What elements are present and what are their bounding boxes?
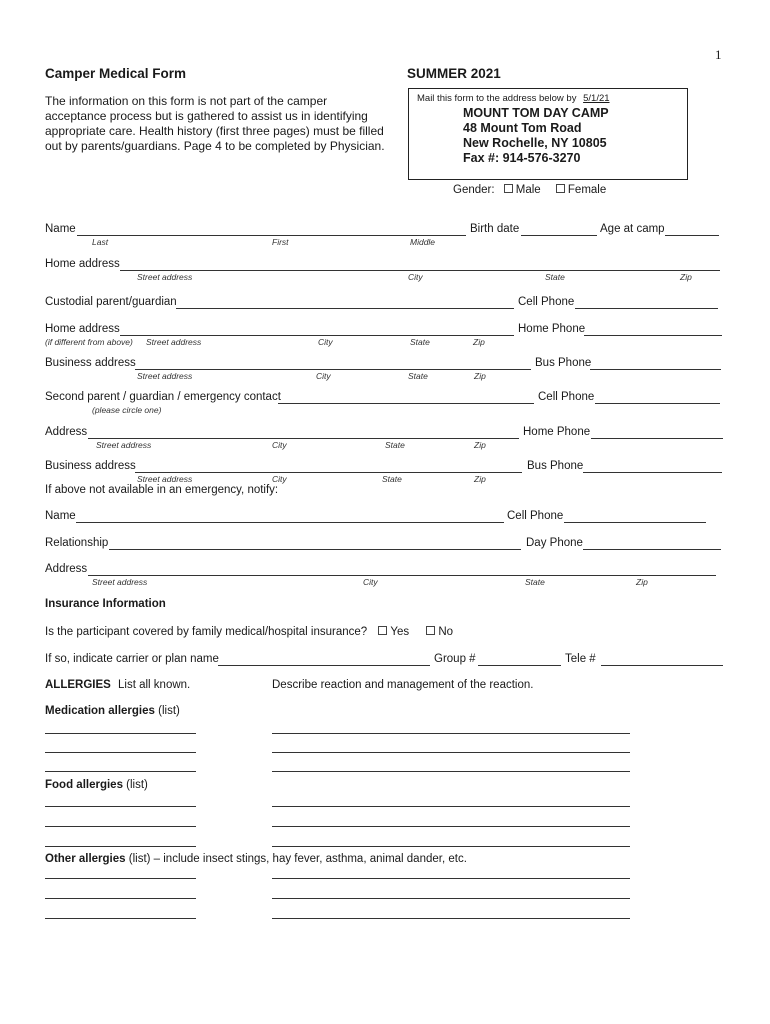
state-hint: State xyxy=(525,577,545,587)
medication-allergies-label: Medication allergies xyxy=(45,705,155,717)
bus-phone-2-label: Bus Phone xyxy=(527,460,584,472)
age-at-camp-input[interactable] xyxy=(665,235,719,236)
other-allergy-input[interactable] xyxy=(45,918,196,919)
last-name-hint: Last xyxy=(92,237,109,247)
if-different-hint: (if different from above) xyxy=(45,337,133,347)
other-reaction-input[interactable] xyxy=(272,898,630,899)
food-allergies-label-row xyxy=(45,779,148,791)
medication-reaction-input[interactable] xyxy=(272,752,630,753)
food-allergy-input[interactable] xyxy=(45,846,196,847)
city-hint: City xyxy=(318,337,333,347)
emergency-cell-input[interactable] xyxy=(564,522,706,523)
group-label: Group # xyxy=(434,653,476,665)
circle-one-hint: (please circle one) xyxy=(92,405,162,415)
gender-female-checkbox[interactable] xyxy=(556,184,565,193)
age-at-camp-label: Age at camp xyxy=(600,223,665,235)
food-list-hint: (list) xyxy=(126,779,148,791)
food-allergies-label: Food allergies xyxy=(45,779,123,791)
season-label: SUMMER 2021 xyxy=(407,66,501,81)
city-hint: City xyxy=(272,440,287,450)
address-input[interactable] xyxy=(88,438,519,439)
emergency-name-input[interactable] xyxy=(76,522,504,523)
home-phone-label: Home Phone xyxy=(518,323,586,335)
name-label: Name xyxy=(45,223,76,235)
food-allergy-input[interactable] xyxy=(45,826,196,827)
home-phone-input[interactable] xyxy=(584,335,722,336)
state-hint: State xyxy=(382,474,402,484)
tele-label: Tele # xyxy=(565,653,596,665)
insurance-yes-label: Yes xyxy=(390,626,410,638)
gender-male-label: Male xyxy=(515,184,541,196)
city-hint: City xyxy=(316,371,331,381)
mail-note xyxy=(417,93,610,104)
other-allergy-input[interactable] xyxy=(45,898,196,899)
gender-male-checkbox[interactable] xyxy=(504,184,513,193)
first-name-hint: First xyxy=(272,237,289,247)
zip-hint: Zip xyxy=(474,474,486,484)
city-hint: City xyxy=(363,577,378,587)
day-phone-label: Day Phone xyxy=(526,537,583,549)
street-address-hint: Street address xyxy=(137,371,193,381)
business-address-2-input[interactable] xyxy=(135,472,522,473)
carrier-label: If so, indicate carrier or plan name xyxy=(45,653,219,665)
business-address-input[interactable] xyxy=(135,369,531,370)
allergies-describe: Describe reaction and management of the reaction. xyxy=(272,679,534,691)
city-hint: City xyxy=(272,474,287,484)
home-address-2-input[interactable] xyxy=(120,335,514,336)
street-address-hint: Street address xyxy=(137,474,193,484)
emergency-notify-note: If above not available in an emergency, notify: xyxy=(45,484,279,496)
relationship-label: Relationship xyxy=(45,537,109,549)
insurance-heading: Insurance Information xyxy=(45,598,166,610)
middle-name-hint: Middle xyxy=(410,237,436,247)
birth-date-input[interactable] xyxy=(521,235,597,236)
zip-hint: Zip xyxy=(636,577,648,587)
medication-allergy-input[interactable] xyxy=(45,752,196,753)
zip-hint: Zip xyxy=(680,272,692,282)
emergency-name-label: Name xyxy=(45,510,76,522)
food-reaction-input[interactable] xyxy=(272,846,630,847)
address-label: Address xyxy=(45,426,88,438)
camp-fax: Fax #: 914-576-3270 xyxy=(463,151,581,165)
mail-by-date: 5/1/21 xyxy=(583,93,610,104)
mail-note-text: Mail this form to the address below by xyxy=(417,93,577,104)
address-home-phone-label: Home Phone xyxy=(523,426,591,438)
other-reaction-input[interactable] xyxy=(272,878,630,879)
emergency-address-label: Address xyxy=(45,563,88,575)
page-number: 1 xyxy=(715,47,722,62)
day-phone-input[interactable] xyxy=(583,549,721,550)
second-parent-cell-input[interactable] xyxy=(595,403,720,404)
medication-allergy-input[interactable] xyxy=(45,771,196,772)
name-input[interactable] xyxy=(77,235,466,236)
medication-list-hint: (list) xyxy=(158,705,180,717)
emergency-cell-label: Cell Phone xyxy=(507,510,564,522)
allergies-heading-row xyxy=(45,679,190,691)
business-address-label: Business address xyxy=(45,357,136,369)
allergies-heading: ALLERGIES xyxy=(45,679,111,691)
bus-phone-input[interactable] xyxy=(590,369,721,370)
state-hint: State xyxy=(408,371,428,381)
group-input[interactable] xyxy=(478,665,561,666)
other-reaction-input[interactable] xyxy=(272,918,630,919)
form-title: Camper Medical Form xyxy=(45,66,187,81)
street-address-hint: Street address xyxy=(92,577,148,587)
carrier-input[interactable] xyxy=(218,665,430,666)
second-parent-cell-label: Cell Phone xyxy=(538,391,595,403)
emergency-address-input[interactable] xyxy=(88,575,716,576)
business-address-2-label: Business address xyxy=(45,460,136,472)
relationship-input[interactable] xyxy=(109,549,521,550)
insurance-no-label: No xyxy=(438,626,454,638)
home-address-2-label: Home address xyxy=(45,323,120,335)
city-hint: City xyxy=(408,272,423,282)
state-hint: State xyxy=(410,337,430,347)
medication-allergies-label-row xyxy=(45,705,180,717)
camp-street: 48 Mount Tom Road xyxy=(463,121,582,135)
intro-paragraph: The information on this form is not part of the camper acceptance process but is gathered to assist us in identifying appropriate care. Health history (first three pages) must be filled out by parents/guardians. Page 4 to be completed by Physician. xyxy=(45,94,385,153)
home-address-input[interactable] xyxy=(120,270,720,271)
other-allergies-note: (list) – include insect stings, hay fever, asthma, animal dander, etc. xyxy=(128,853,467,865)
street-address-hint: Street address xyxy=(146,337,202,347)
camp-name: MOUNT TOM DAY CAMP xyxy=(463,106,609,120)
custodial-cell-label: Cell Phone xyxy=(518,296,575,308)
food-allergy-input[interactable] xyxy=(45,806,196,807)
state-hint: State xyxy=(545,272,565,282)
custodial-label: Custodial parent/guardian xyxy=(45,296,177,308)
insurance-question: Is the participant covered by family medical/hospital insurance? xyxy=(45,626,368,638)
second-parent-label: Second parent / guardian / emergency contact xyxy=(45,391,281,403)
tele-input[interactable] xyxy=(601,665,723,666)
food-reaction-input[interactable] xyxy=(272,826,630,827)
custodial-cell-input[interactable] xyxy=(575,308,718,309)
bus-phone-label: Bus Phone xyxy=(535,357,592,369)
custodial-input[interactable] xyxy=(176,308,514,309)
medication-reaction-input[interactable] xyxy=(272,771,630,772)
food-reaction-input[interactable] xyxy=(272,806,630,807)
street-address-hint: Street address xyxy=(96,440,152,450)
camp-city: New Rochelle, NY 10805 xyxy=(463,136,607,150)
second-parent-input[interactable] xyxy=(278,403,534,404)
address-home-phone-input[interactable] xyxy=(591,438,723,439)
other-allergies-label-row xyxy=(45,853,467,865)
gender-female-label: Female xyxy=(567,184,607,196)
other-allergy-input[interactable] xyxy=(45,878,196,879)
zip-hint: Zip xyxy=(474,371,486,381)
gender-label: Gender: xyxy=(453,184,495,196)
insurance-no-checkbox[interactable] xyxy=(426,626,435,635)
medication-reaction-input[interactable] xyxy=(272,733,630,734)
insurance-question-row xyxy=(45,626,453,638)
zip-hint: Zip xyxy=(473,337,485,347)
zip-hint: Zip xyxy=(474,440,486,450)
gender-row xyxy=(453,184,606,196)
home-address-label: Home address xyxy=(45,258,120,270)
medication-allergy-input[interactable] xyxy=(45,733,196,734)
street-address-hint: Street address xyxy=(137,272,193,282)
allergies-list-known: List all known. xyxy=(118,679,191,691)
other-allergies-label: Other allergies xyxy=(45,853,126,865)
birth-date-label: Birth date xyxy=(470,223,520,235)
state-hint: State xyxy=(385,440,405,450)
bus-phone-2-input[interactable] xyxy=(583,472,722,473)
insurance-yes-checkbox[interactable] xyxy=(378,626,387,635)
